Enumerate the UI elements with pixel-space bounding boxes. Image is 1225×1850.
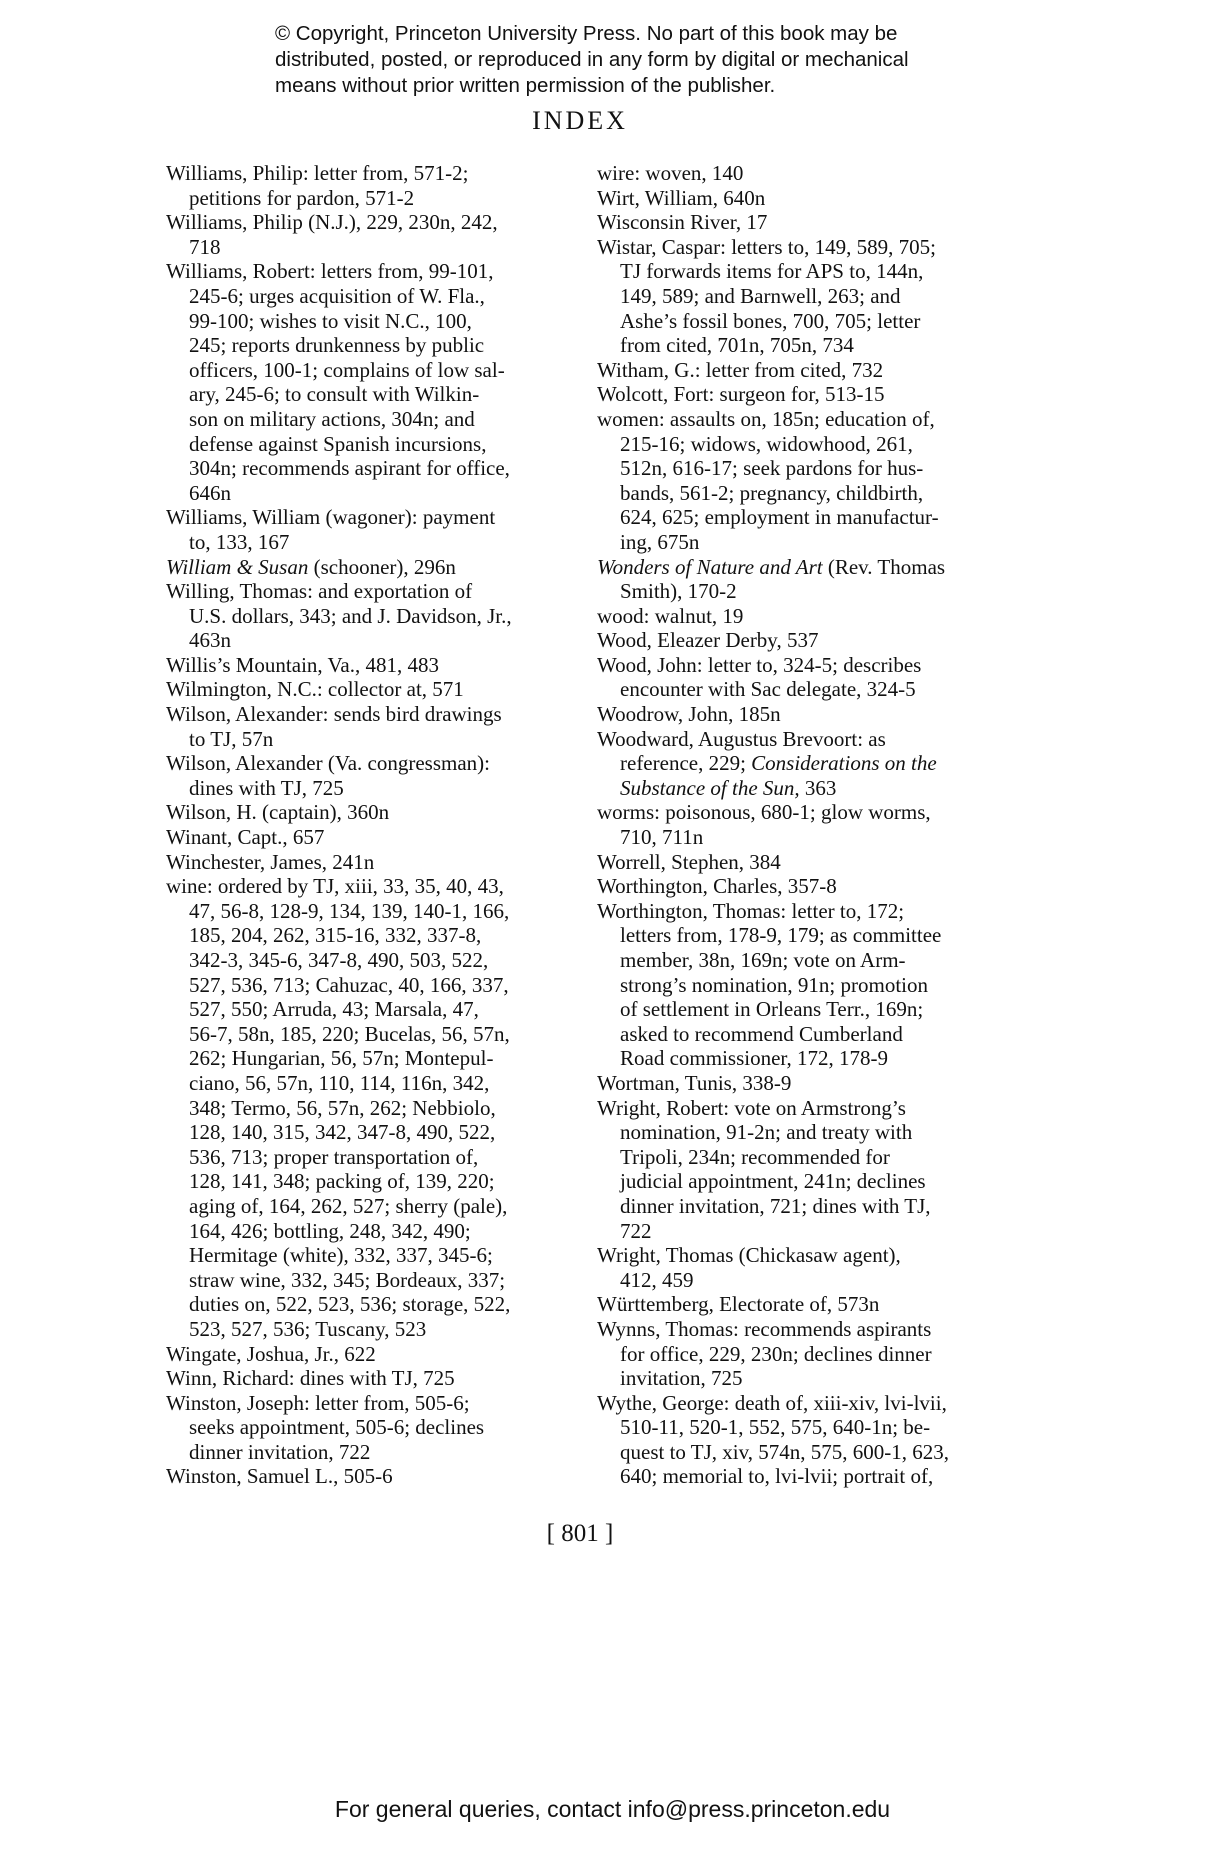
index-entry-line: 47, 56-8, 128-9, 134, 139, 140-1, 166, [189,898,510,923]
index-entry-line: Wynns, Thomas: recommends aspirants [597,1316,932,1341]
index-entry [597,1096,1017,1244]
index-entry-line: to TJ, 57n [189,726,274,751]
index-entry-line: 245-6; urges acquisition of W. Fla., [189,283,485,308]
index-entry-line: 342-3, 345-6, 347-8, 490, 503, 522, [189,948,489,972]
copyright-notice [275,21,1035,99]
index-entry-line: Williams, Philip: letter from, 571-2; [166,161,469,185]
index-entry-line: Wortman, Tunis, 338-9 [597,1070,792,1095]
index-entry [597,382,1017,407]
index-entry-line: Smith), 170-2 [620,579,737,604]
index-entry-line: U.S. dollars, 343; and J. Davidson, Jr., [189,603,512,628]
index-entry-line: 99-100; wishes to visit N.C., 100, [189,308,472,333]
index-entry-line: dines with TJ, 725 [189,775,344,800]
index-entry [597,235,1017,358]
index-entry-line: Woodward, Augustus Brevoort: as [597,726,886,751]
index-entry-line: to, 133, 167 [189,529,290,554]
index-entry [597,899,1017,1071]
index-entry-line: TJ forwards items for APS to, 144n, [620,259,924,284]
index-entry-line: Worthington, Thomas: letter to, 172; [597,898,905,923]
copyright-line: means without prior written permission of the publisher. [275,74,776,97]
index-entry [166,874,586,1341]
index-entry-line: Wonders of Nature and Art (Rev. Thomas [597,554,946,579]
index-entry-line: Wilson, Alexander (Va. congressman): [166,751,490,776]
copyright-line: distributed, posted, or reproduced in any form by digital or mechanical [275,48,909,71]
index-entry-line: ary, 245-6; to consult with Wilkin- [189,382,480,407]
contact-footer: For general queries, contact info@press.princeton.edu [334,1796,891,1822]
index-entry-line: wire: woven, 140 [597,161,744,185]
index-entry-line: Wistar, Caspar: letters to, 149, 589, 705; [597,234,936,259]
index-entry-line: 412, 459 [620,1267,694,1292]
index-entry-line: 56-7, 58n, 185, 220; Bucelas, 56, 57n, [189,1021,510,1046]
index-entry [166,1464,586,1489]
index-entry-line: Willis’s Mountain, Va., 481, 483 [166,652,439,677]
index-entry [166,825,586,850]
index-entry-line: ciano, 56, 57n, 110, 114, 116n, 342, [189,1070,490,1095]
index-entry [166,850,586,875]
index-entry-line: Wirt, William, 640n [597,185,766,210]
page-heading: INDEX [532,106,628,135]
index-entry [166,161,586,210]
index-entry-line: 640; memorial to, lvi-lvii; portrait of, [620,1464,934,1489]
index-entry-line: 348; Termo, 56, 57n, 262; Nebbiolo, [189,1095,496,1120]
index-entry-line: dinner invitation, 722 [189,1439,371,1464]
index-entry-line: Wright, Thomas (Chickasaw agent), [597,1243,901,1268]
index-entry [597,1292,1017,1317]
index-entry-line: Worthington, Charles, 357-8 [597,874,837,899]
index-entry-line: 463n [189,628,231,653]
index-entry-line: for office, 229, 230n; declines dinner [620,1341,932,1366]
index-entry [597,702,1017,727]
index-entry-line: 164, 426; bottling, 248, 342, 490; [189,1218,471,1243]
index-entry-line: Williams, Philip (N.J.), 229, 230n, 242, [166,210,498,235]
index-entry-line: Williams, William (wagoner): payment [166,505,496,530]
index-entry [597,358,1017,383]
index-entry-line: from cited, 701n, 705n, 734 [620,333,854,358]
index-entry [166,1391,586,1465]
index-entry [166,259,586,505]
index-entry-line: worms: poisonous, 680-1; glow worms, [597,800,931,825]
index-entry-line: Winn, Richard: dines with TJ, 725 [166,1366,455,1391]
index-entry-line: 527, 536, 713; Cahuzac, 40, 166, 337, [189,972,509,997]
index-entry-line: wine: ordered by TJ, xiii, 33, 35, 40, 43, [166,874,504,899]
index-entry [166,505,586,554]
index-entry-line: Wolcott, Fort: surgeon for, 513-15 [597,382,885,407]
page-number: [ 801 ] [546,1520,614,1547]
index-entry-line: letters from, 178-9, 179; as committee [620,923,942,948]
index-column-right [597,161,1017,1489]
index-entry-line: wood: walnut, 19 [597,603,744,628]
index-entry [597,604,1017,629]
index-entry-line: 262; Hungarian, 56, 57n; Montepul- [189,1046,494,1071]
index-entry-line: 646n [189,480,231,505]
index-entry-line: Substance of the Sun, 363 [620,775,837,800]
index-entry-line: 536, 713; proper transportation of, [189,1144,479,1169]
index-entry [597,628,1017,653]
index-entry-line: Wilmington, N.C.: collector at, 571 [166,677,464,702]
index-entry-line: Road commissioner, 172, 178-9 [620,1046,889,1071]
index-entry-line: 215-16; widows, widowhood, 261, [620,431,913,456]
index-entry [597,800,1017,849]
index-entry-line: strong’s nomination, 91n; promotion [620,972,928,997]
index-entry-line: bands, 561-2; pregnancy, childbirth, [620,480,924,505]
index-column-left [166,161,586,1489]
index-entry-line: nomination, 91-2n; and treaty with [620,1120,913,1145]
index-entry-line: encounter with Sac delegate, 324-5 [620,677,916,702]
index-entry [597,1071,1017,1096]
index-entry-line: Württemberg, Electorate of, 573n [597,1292,880,1317]
index-entry-line: Wisconsin River, 17 [597,210,768,235]
index-entry-line: 510-11, 520-1, 552, 575, 640-1n; be- [620,1415,931,1440]
index-entry-line: 523, 527, 536; Tuscany, 523 [189,1316,427,1341]
index-entry-line: 718 [189,234,221,259]
copyright-line: © Copyright, Princeton University Press. No part of this book may be [275,22,898,45]
index-entry [166,653,586,678]
index-entry-line: 512n, 616-17; seek pardons for hus- [620,456,924,481]
index-entry-line: Winchester, James, 241n [166,849,375,874]
index-entry-line: reference, 229; Considerations on the [620,751,937,776]
index-entry-line: 722 [620,1218,652,1243]
index-entry-line: 128, 141, 348; packing of, 139, 220; [189,1169,495,1194]
index-entry-line: petitions for pardon, 571-2 [189,185,415,210]
index-entry-line: invitation, 725 [620,1366,743,1391]
index-entry-line: seeks appointment, 505-6; declines [189,1415,485,1440]
index-entry-line: Hermitage (white), 332, 337, 345-6; [189,1243,493,1268]
index-entry-line: quest to TJ, xiv, 574n, 575, 600-1, 623, [620,1439,949,1464]
index-entry-line: son on military actions, 304n; and [189,406,475,431]
index-entry-line: Williams, Robert: letters from, 99-101, [166,259,494,284]
index-entry-line: Witham, G.: letter from cited, 732 [597,357,884,382]
index-entry-line: defense against Spanish incursions, [189,431,487,456]
index-entry-line: Willing, Thomas: and exportation of [166,579,473,604]
index-entry-line: 624, 625; employment in manufactur- [620,505,939,530]
index-entry [597,555,1017,604]
index-entry [166,555,586,580]
index-entry [166,1366,586,1391]
index-entry-line: duties on, 522, 523, 536; storage, 522, [189,1292,511,1317]
index-entry-line: Wood, Eleazer Derby, 537 [597,628,819,653]
index-entry-line: 710, 711n [620,825,704,850]
index-entry-line: Woodrow, John, 185n [597,702,781,727]
index-entry [597,874,1017,899]
index-entry-line: 245; reports drunkenness by public [189,333,485,358]
index-entry-line: Wythe, George: death of, xiii-xiv, lvi-lvii, [597,1390,947,1415]
index-entry [597,1317,1017,1391]
index-entry-line: asked to recommend Cumberland [620,1021,903,1046]
index-entry [597,1243,1017,1292]
index-entry [597,850,1017,875]
index-entry-line: 149, 589; and Barnwell, 263; and [620,283,901,308]
index-entry-line: member, 38n, 169n; vote on Arm- [620,948,906,972]
index-entry-line: aging of, 164, 262, 527; sherry (pale), [189,1193,508,1218]
index-entry [166,677,586,702]
index-entry [166,1342,586,1367]
index-entry [597,653,1017,702]
index-entry [597,407,1017,555]
index-entry [166,702,586,751]
index-entry-line: officers, 100-1; complains of low sal- [189,357,505,382]
index-entry-line: Wilson, Alexander: sends bird drawings [166,702,502,727]
index-entry-line: Worrell, Stephen, 384 [597,849,781,874]
index-entry [166,210,586,259]
index-entry-line: 304n; recommends aspirant for office, [189,456,510,481]
index-entry-line: 185, 204, 262, 315-16, 332, 337-8, [189,923,482,948]
index-entry [597,1391,1017,1489]
index-entry-line: Wilson, H. (captain), 360n [166,800,390,825]
index-entry-line: Winston, Samuel L., 505-6 [166,1464,393,1489]
index-entry [166,579,586,653]
index-entry-line: Wingate, Joshua, Jr., 622 [166,1341,376,1366]
index-entry-line: Wright, Robert: vote on Armstrong’s [597,1095,906,1120]
index-entry-line: Tripoli, 234n; recommended for [620,1144,890,1169]
index-entry-line: Wood, John: letter to, 324-5; describes [597,652,922,677]
index-entry-line: Winant, Capt., 657 [166,825,325,850]
index-entry [597,161,1017,186]
index-entry-line: Ashe’s fossil bones, 700, 705; letter [620,308,921,333]
index-entry [597,186,1017,211]
index-entry [597,210,1017,235]
index-entry [597,727,1017,801]
index-entry-line: judicial appointment, 241n; declines [620,1169,926,1194]
index-entry [166,800,586,825]
index-entry-line: 128, 140, 315, 342, 347-8, 490, 522, [189,1120,496,1145]
index-entry-line: ing, 675n [620,529,700,554]
index-entry-line: Winston, Joseph: letter from, 505-6; [166,1390,470,1415]
index-entry [166,751,586,800]
index-entry-line: 527, 550; Arruda, 43; Marsala, 47, [189,997,479,1022]
index-entry-line: women: assaults on, 185n; education of, [597,406,935,431]
index-entry-line: of settlement in Orleans Terr., 169n; [620,997,924,1022]
index-entry-line: dinner invitation, 721; dines with TJ, [620,1193,931,1218]
index-entry-line: straw wine, 332, 345; Bordeaux, 337; [189,1267,506,1292]
index-entry-line: William & Susan (schooner), 296n [166,554,456,579]
